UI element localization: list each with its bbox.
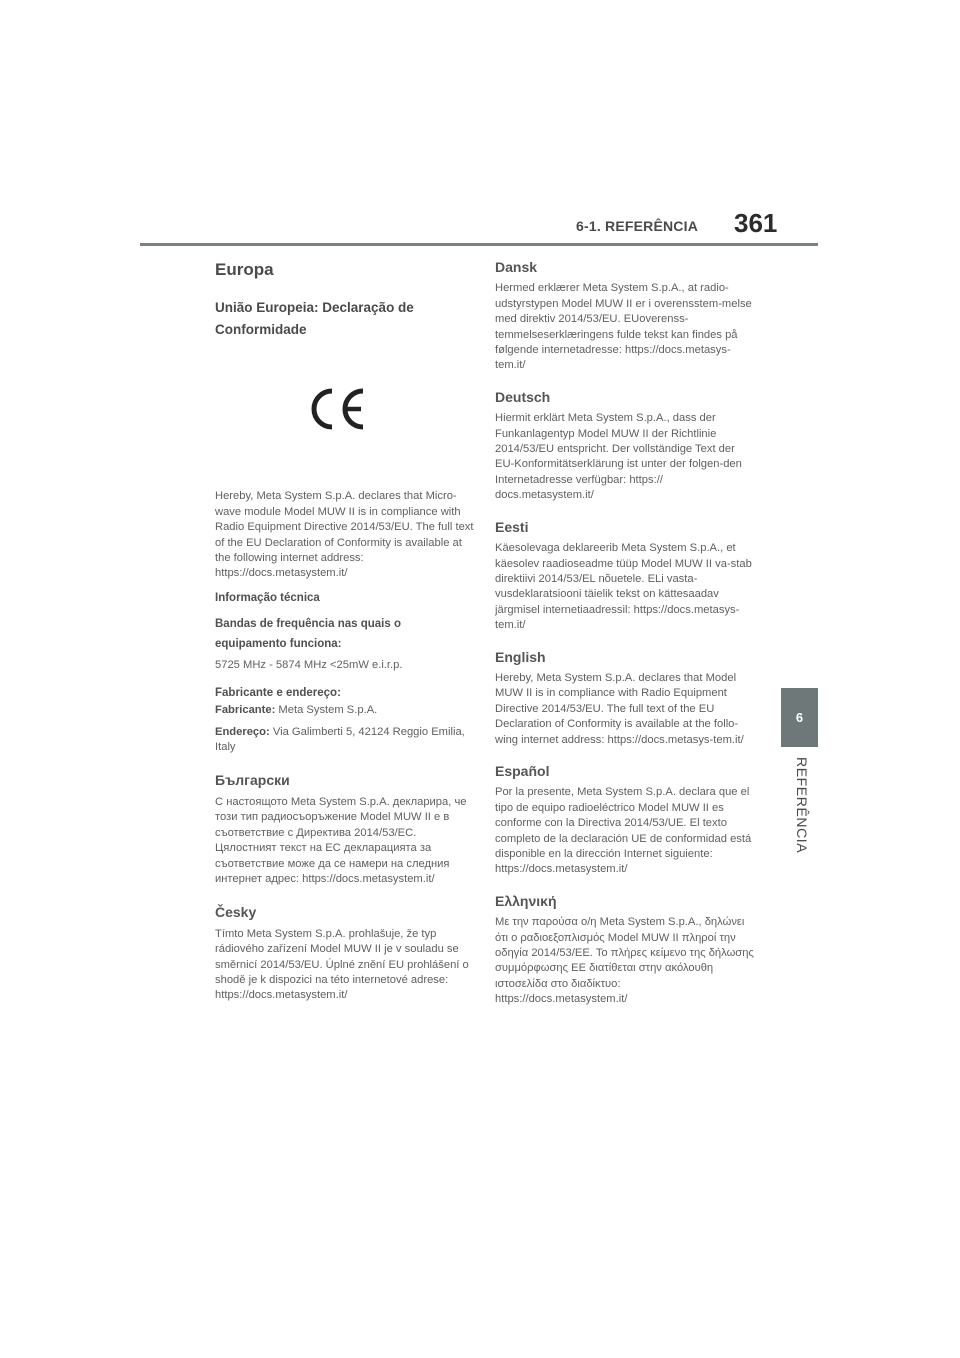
section-title: Europa bbox=[215, 260, 274, 279]
ce-mark-icon bbox=[305, 385, 369, 433]
address-value: Via Galimberti 5, 42124 Reggio Emilia, Italy bbox=[215, 725, 465, 754]
tech-info-heading: Informação técnica bbox=[215, 591, 320, 604]
address-line bbox=[215, 725, 475, 756]
manufacturer-line bbox=[215, 703, 475, 718]
right-column bbox=[495, 258, 755, 1008]
lang-text: С настоящото Meta System S.p.A. декларира, че този тип радиосъоръжение Model MUW II е в съответствие с Директива 2014/53/ЕС. Цялостният текст на ЕС декларацията за съответствие може да се намери на следния интернет адрес: https://docs.metasystem.it/ bbox=[215, 795, 467, 885]
lang-heading: Dansk bbox=[495, 259, 538, 275]
manufacturer-heading: Fabricante e endereço: bbox=[215, 687, 341, 700]
lang-heading: Eesti bbox=[495, 518, 529, 535]
bands-value: 5725 MHz - 5874 MHz <25mW e.i.r.p. bbox=[215, 658, 403, 671]
manufacturer-value: Meta System S.p.A. bbox=[278, 704, 378, 717]
lang-heading: Česky bbox=[215, 904, 257, 921]
lang-heading: Deutsch bbox=[495, 388, 551, 405]
lang-text: Με την παρούσα ο/η Meta System S.p.A., δηλώνει ότι ο ραδιοεξοπλισμός Model MUW II πληροί την οδηγία 2014/53/ΕΕ. Το πλήρες κείμενο της δήλωσης συμμόρφωσης ΕΕ διατίθεται στην ακόλουθη ιστοσελίδα στο διαδίκτυο: https://docs.metasystem.it/ bbox=[495, 916, 754, 1006]
lang-text: Tímto Meta System S.p.A. prohlašuje, že typ rádiového zařízení Model MUW II je v souladu se směrnicí 2014/53/EU. Úplné znění EU prohlášení o shodě je k dispozici na této internetové adrese: https://docs.metasystem.it/ bbox=[215, 927, 469, 1002]
lang-heading: Ελληνική bbox=[495, 892, 557, 909]
header-section-title: 6-1. REFERÊNCIA bbox=[576, 218, 699, 234]
bands-label: Bandas de frequência nas quais o equipamento funciona: bbox=[215, 617, 401, 650]
lang-text: Hermed erklærer Meta System S.p.A., at radio-udstyrstypen Model MUW II er i overensstem-melse med direktiv 2014/53/EU. EUoverenss-temmelseserklæringens fulde tekst kan findes på følgende internetadresse: https://docs.metasys-tem.it/ bbox=[495, 282, 752, 372]
chapter-side-label: REFERÊNCIA bbox=[794, 757, 810, 854]
section-subtitle: União Europeia: Declaração de Conformidade bbox=[215, 300, 414, 338]
declaration-text: Hereby, Meta System S.p.A. declares that Micro-wave module Model MUW II is in compliance with Radio Equipment Directive 2014/53/EU. The full text of the EU Declaration of Conformity is available at the following internet address: https://docs.metasystem.it/ bbox=[215, 490, 474, 580]
lang-text: Hereby, Meta System S.p.A. declares that Model MUW II is in compliance with Radio Equipment Directive 2014/53/EU. The full text of the EU Declaration of Conformity is available at the follo-wing internet address: https://docs.metasys-tem.it/ bbox=[495, 671, 744, 746]
manufacturer-label: Fabricante: bbox=[215, 704, 276, 717]
lang-text: Por la presente, Meta System S.p.A. declara que el tipo de equipo radioeléctrico Model MUW II es conforme con la Directiva 2014/53/UE. El texto completo de la declaración UE de conformidad está disponible en la dirección Internet siguiente: https://docs.metasystem.it/ bbox=[495, 786, 752, 876]
address-label: Endereço: bbox=[215, 725, 270, 738]
lang-heading: Español bbox=[495, 762, 550, 779]
lang-text: Käesolevaga deklareerib Meta System S.p.A., et käesolev raadioseadme tüüp Model MUW II va-stab direktiivi 2014/53/EL nõuetele. ELi vasta-vusdeklaratsiooni täielik tekst on kättesaadav järgmisel internetiaadressil: https://docs.metasys-tem.it/ bbox=[495, 542, 752, 632]
chapter-tab[interactable]: 6 bbox=[781, 688, 818, 747]
header-rule bbox=[140, 243, 818, 246]
lang-heading: English bbox=[495, 648, 546, 665]
lang-heading: Български bbox=[215, 772, 290, 789]
left-column bbox=[215, 258, 475, 1004]
page-number: 361 bbox=[734, 208, 778, 238]
lang-text: Hiermit erklärt Meta System S.p.A., dass der Funkanlagentyp Model MUW II der Richtlinie 2014/53/EU entspricht. Der vollständige Text der EU-Konformitätserklärung ist unter der folgen-den Internetadresse verfügbar: https:// docs.metasystem.it/ bbox=[495, 412, 742, 502]
